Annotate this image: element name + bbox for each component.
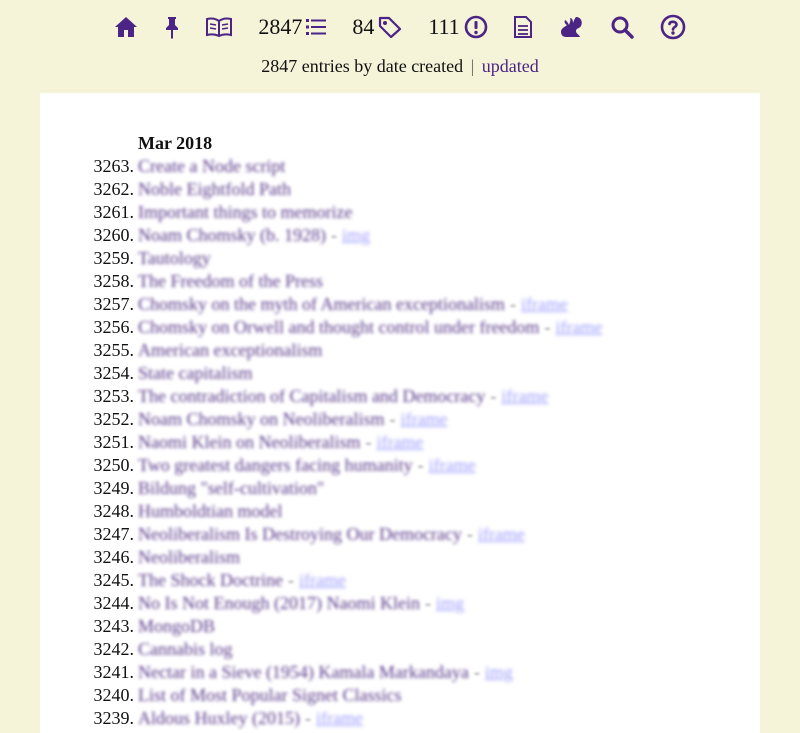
list-item [40, 224, 760, 247]
entry-title-link[interactable]: Chomsky on Orwell and thought control under freedom [138, 317, 540, 337]
summary-separator: | [470, 56, 475, 76]
top-nav [0, 0, 800, 52]
list-item [40, 178, 760, 201]
book-icon [206, 17, 232, 37]
entry-title-link[interactable]: The Freedom of the Press [138, 271, 323, 291]
entry-media-link[interactable]: img [484, 662, 513, 682]
list-item [40, 569, 760, 592]
entry-media-link[interactable]: iframe [298, 570, 346, 590]
list-item [40, 707, 760, 730]
list-item [40, 270, 760, 293]
pinned-nav[interactable] [164, 15, 180, 39]
entry-title-link[interactable]: Cannabis log [138, 639, 233, 659]
entry-title-link[interactable]: MongoDB [138, 616, 216, 636]
entry-title-link[interactable]: Humboldtian model [138, 501, 283, 521]
entry-media-link[interactable]: iframe [555, 317, 603, 337]
list-item [40, 247, 760, 270]
entry-title-link[interactable]: Naomi Klein on Neoliberalism [138, 432, 361, 452]
entry-number: 3239. [93, 708, 134, 728]
entry-title-link[interactable]: Neoliberalism [138, 547, 240, 567]
entry-number: 3251. [93, 432, 134, 452]
list-item [40, 546, 760, 569]
entry-title-link[interactable]: The contradiction of Capitalism and Democracy [138, 386, 486, 406]
entry-number: 3257. [93, 294, 134, 314]
list-item [40, 638, 760, 661]
list-item [40, 684, 760, 707]
entry-title-link[interactable]: Noble Eightfold Path [138, 179, 291, 199]
entry-media-link[interactable]: img [342, 225, 371, 245]
search-icon [610, 15, 634, 39]
list-item [40, 155, 760, 178]
entry-title-link[interactable]: Two greatest dangers facing humanity [138, 455, 413, 475]
list-item [40, 385, 760, 408]
pin-icon [164, 15, 180, 39]
list-item [40, 201, 760, 224]
entries-nav[interactable] [258, 14, 326, 40]
entry-number: 3256. [93, 317, 134, 337]
entry-number: 3261. [93, 202, 134, 222]
list-item [40, 408, 760, 431]
entry-number: 3240. [93, 685, 134, 705]
entry-title-link[interactable]: Nectar in a Sieve (1954) Kamala Markandaya [138, 662, 469, 682]
entry-title-link[interactable]: American exceptionalism [138, 340, 323, 360]
entries-count: 2847 [258, 14, 303, 39]
issues-nav[interactable] [428, 14, 487, 40]
entry-number: 3242. [93, 639, 134, 659]
help-nav[interactable] [660, 14, 686, 40]
list-item [40, 339, 760, 362]
squirrel-icon [558, 15, 584, 39]
entry-title-link[interactable]: Bildung "self-cultivation" [138, 478, 325, 498]
entries-list [40, 155, 760, 730]
exclamation-icon [464, 15, 488, 39]
entry-media-link[interactable]: iframe [477, 524, 525, 544]
list-item [40, 615, 760, 638]
entry-media-link[interactable]: iframe [400, 409, 448, 429]
entry-number: 3243. [93, 616, 134, 636]
entry-separator: - [509, 294, 516, 314]
month-heading: Mar 2018 [138, 133, 213, 153]
entry-number: 3249. [93, 478, 134, 498]
entry-number: 3247. [93, 524, 134, 544]
entry-number: 3248. [93, 501, 134, 521]
entry-separator: - [287, 570, 294, 590]
squirrel-nav[interactable] [558, 15, 584, 39]
list-item [40, 592, 760, 615]
entry-separator: - [365, 432, 372, 452]
entry-number: 3255. [93, 340, 134, 360]
help-icon [660, 14, 686, 40]
tag-icon [378, 16, 402, 38]
entry-title-link[interactable]: Neoliberalism Is Destroying Our Democracy [138, 524, 462, 544]
entry-number: 3262. [93, 179, 134, 199]
entry-number: 3244. [93, 593, 134, 613]
list-item [40, 477, 760, 500]
entry-separator: - [389, 409, 396, 429]
home-nav[interactable] [114, 16, 138, 38]
list-item [40, 316, 760, 339]
entry-number: 3252. [93, 409, 134, 429]
list-item [40, 362, 760, 385]
entry-number: 3246. [93, 547, 134, 567]
entry-separator: - [473, 662, 480, 682]
document-nav[interactable] [514, 16, 532, 38]
document-icon [514, 16, 532, 38]
entry-separator: - [490, 386, 497, 406]
entry-number: 3250. [93, 455, 134, 475]
list-item [40, 431, 760, 454]
entry-media-link[interactable]: iframe [520, 294, 568, 314]
list-item [40, 500, 760, 523]
tags-nav[interactable] [352, 14, 402, 40]
entry-number: 3254. [93, 363, 134, 383]
entry-separator: - [466, 524, 473, 544]
sort-by-updated-link[interactable]: updated [481, 56, 539, 76]
entry-number: 3263. [93, 156, 134, 176]
entry-media-link[interactable]: iframe [315, 708, 363, 728]
summary-text: 2847 entries by date created [261, 56, 464, 76]
list-icon [306, 18, 326, 36]
entry-media-link[interactable]: iframe [501, 386, 549, 406]
entry-title-link[interactable]: List of Most Popular Signet Classics [138, 685, 402, 705]
list-item [40, 523, 760, 546]
entry-title-link[interactable]: Chomsky on the myth of American exceptionalism [138, 294, 505, 314]
entry-media-link[interactable]: iframe [428, 455, 476, 475]
entry-title-link[interactable]: Important things to memorize [138, 202, 353, 222]
entry-number: 3241. [93, 662, 134, 682]
home-icon [114, 16, 138, 38]
entry-title-link[interactable]: Tautology [138, 248, 211, 268]
entry-media-link[interactable]: iframe [376, 432, 424, 452]
entry-title-link[interactable]: Noam Chomsky on Neoliberalism [138, 409, 385, 429]
entry-title-link[interactable]: State capitalism [138, 363, 253, 383]
entry-title-link[interactable]: Aldous Huxley (2015) [138, 708, 300, 728]
entries-summary [0, 56, 800, 80]
entry-title-link[interactable]: No Is Not Enough (2017) Naomi Klein [138, 593, 420, 613]
entry-separator: - [331, 225, 337, 245]
entry-title-link[interactable]: The Shock Doctrine [138, 570, 283, 590]
entry-title-link[interactable]: Create a Node script [138, 156, 286, 176]
entry-media-link[interactable]: img [435, 593, 464, 613]
entry-separator: - [424, 593, 431, 613]
entry-separator: - [417, 455, 424, 475]
entries-panel [40, 93, 760, 733]
list-item [40, 454, 760, 477]
issues-count: 111 [428, 14, 460, 39]
entry-separator: - [544, 317, 551, 337]
list-item [40, 293, 760, 316]
search-nav[interactable] [610, 15, 634, 39]
tags-count: 84 [352, 14, 375, 39]
entry-number: 3253. [93, 386, 134, 406]
entry-separator: - [304, 708, 311, 728]
entry-number: 3260. [93, 225, 134, 245]
entry-number: 3245. [93, 570, 134, 590]
entry-number: 3258. [93, 271, 134, 291]
list-item [40, 661, 760, 684]
entry-title-link[interactable]: Noam Chomsky (b. 1928) [138, 225, 326, 245]
reading-nav[interactable] [206, 17, 232, 37]
entry-number: 3259. [93, 248, 134, 268]
